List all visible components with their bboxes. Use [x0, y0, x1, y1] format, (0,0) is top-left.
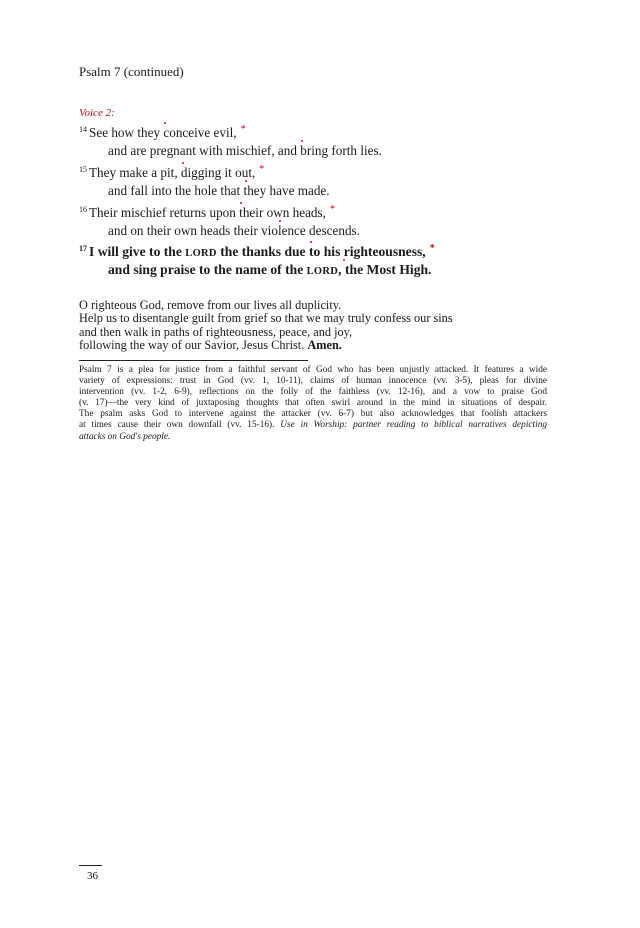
page-number-rule [79, 865, 102, 866]
verse-number: 15 [79, 165, 87, 174]
verse-15-line-b: and fall into the hole that they have made. [108, 183, 330, 198]
pointing-dot: c [163, 125, 170, 140]
note-line [79, 432, 547, 443]
verse-14-line-a: $^{14}$ See how they conceive evil, * [79, 124, 246, 140]
note-line: Psalm 7 is a plea for justice from a faithful servant of God who has been unjustly attacked. It features a wide [79, 365, 547, 375]
asterisk-mark: * [429, 243, 435, 254]
page-number: 36 [87, 870, 98, 882]
asterisk-mark: * [259, 164, 265, 175]
verse-16-line-a: $^{16}$ Their mischief returns upon their own heads, * [79, 204, 335, 220]
note-line: The psalm asks God to intervene against the attacker (vv. 6-7) but also acknowledges that foolish attackers [79, 409, 547, 420]
asterisk-mark: * [329, 204, 335, 215]
note-line: variety of expressions: trust in God (vv. 1, 10-11), claims of human innocence (vv. 3-5), pleas for divine [79, 376, 547, 387]
verse-17-line-a: $^{17}$ I will give to the LORD the thanks due to his righteousness, * [79, 243, 435, 259]
verse-number: 17 [79, 244, 87, 253]
commentary-note [79, 365, 547, 443]
worship-use-note: attacks on God's people. [79, 431, 171, 442]
verse-14-line-b: and are pregnant with mischief, and bring forth lies. [108, 143, 382, 158]
footnote-divider [79, 360, 308, 361]
amen: Amen. [307, 338, 342, 353]
verse-15-line-a: $^{15}$ They make a pit, digging it out, * [79, 164, 265, 180]
small-caps-lord: LORD [306, 266, 339, 277]
pointing-dot: b [300, 143, 307, 158]
verse-number: 14 [79, 125, 87, 134]
note-line: (v. 17)—the very kind of juxtaposing thoughts that often swirl around in the mind in situations of despair. [79, 398, 547, 409]
pointing-dot: t [239, 205, 243, 220]
note-line: at times cause their own downfall (vv. 15-16). Use in Worship: partner reading to biblical narratives depicting [79, 420, 547, 431]
closing-prayer [79, 299, 453, 353]
voice-label: Voice 2: [79, 107, 115, 119]
verse-16-line-b: and on their own heads their violence descends. [108, 223, 360, 238]
pointing-dot [342, 262, 345, 277]
prayer-line: Help us to disentangle guilt from grief so that we may truly confess our sins [79, 311, 453, 326]
verse-17-line-b: and sing praise to the name of the LORD, the Most High. [108, 262, 432, 277]
note-line: intervention (vv. 1-2, 6-9), reflections on the folly of the faithless (vv. 12-16), and a vow to praise God [79, 387, 547, 398]
asterisk-mark: * [240, 124, 246, 135]
pointing-dot: t [309, 244, 314, 259]
worship-use-note: Use in Worship: partner reading to biblical narratives depicting [280, 420, 547, 431]
verse-number: 16 [79, 205, 87, 214]
prayer-line: and then walk in paths of righteousness, peace, and joy, [79, 324, 353, 339]
prayer-line: O righteous God, remove from our lives all duplicity. [79, 298, 342, 312]
pointing-dot: l [277, 223, 282, 238]
prayer-line: following the way of our Savior, Jesus Christ. Amen. [79, 338, 342, 353]
pointing-dot: t [243, 183, 248, 198]
page-header: Psalm 7 (continued) [79, 64, 184, 79]
small-caps-lord: LORD [185, 248, 217, 259]
pointing-dot: d [180, 165, 188, 180]
